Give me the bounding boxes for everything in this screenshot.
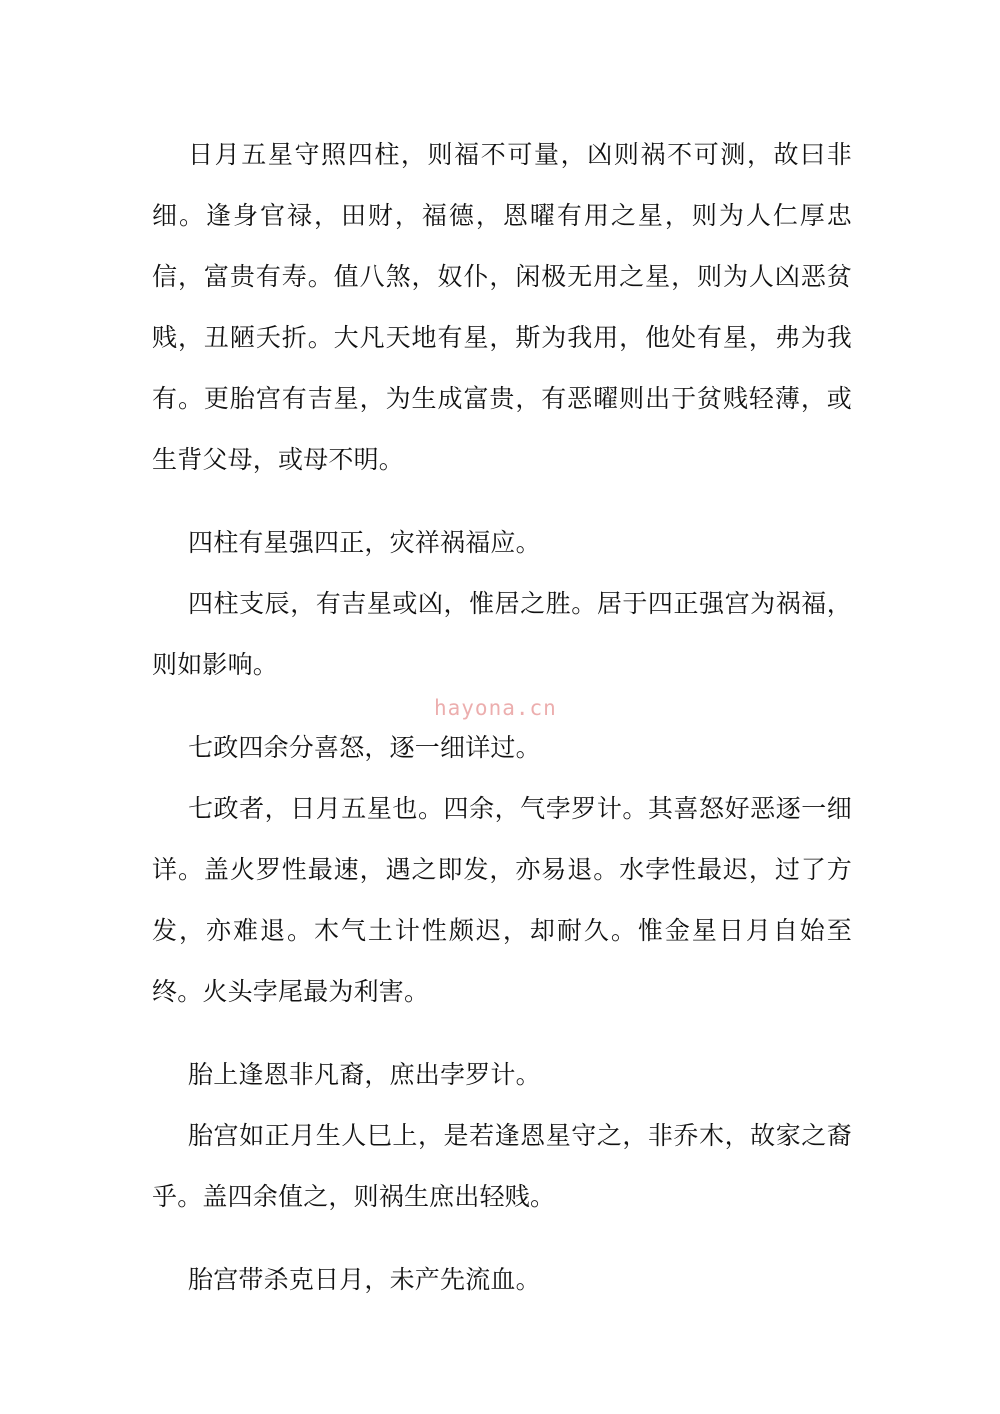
verse-line-2: 七政四余分喜怒，逐一细详过。 [188, 733, 541, 762]
paragraph-1: 日月五星守照四柱，则福不可量，凶则祸不可测，故曰非细。逢身官禄，田财，福德，恩曜有用之星，则为人仁厚忠信，富贵有寿。值八煞，奴仆，闲极无用之星，则为人凶恶贫贱，丑陋夭折。大凡天地有星，斯为我用，他处有星，弗为我有。更胎宫有吉星，为生成富贵，有恶曜则出于贫贱轻薄，或生背父母，或母不明。 [152, 140, 852, 474]
paragraph-4: 胎宫如正月生人巳上，是若逢恩星守之，非乔木，故家之裔乎。盖四余值之，则祸生庶出轻贱。 [152, 1121, 852, 1211]
verse-line-4: 胎宫带杀克日月，未产先流血。 [188, 1265, 541, 1294]
paragraph-3: 七政者，日月五星也。四余，气孛罗计。其喜怒好恶逐一细详。盖火罗性最速，遇之即发，亦易退。水孛性最迟，过了方发，亦难退。木气土计性颇迟，却耐久。惟金星日月自始至终。火头孛尾最为利害。 [152, 794, 852, 1006]
watermark-text: hayona.cn [434, 696, 557, 720]
verse-line-1: 四柱有星强四正，灾祥祸福应。 [188, 528, 541, 557]
paragraph-2: 四柱支辰，有吉星或凶，惟居之胜。居于四正强宫为祸福，则如影响。 [152, 589, 852, 679]
verse-line-3: 胎上逢恩非凡裔，庶出孛罗计。 [188, 1060, 541, 1089]
